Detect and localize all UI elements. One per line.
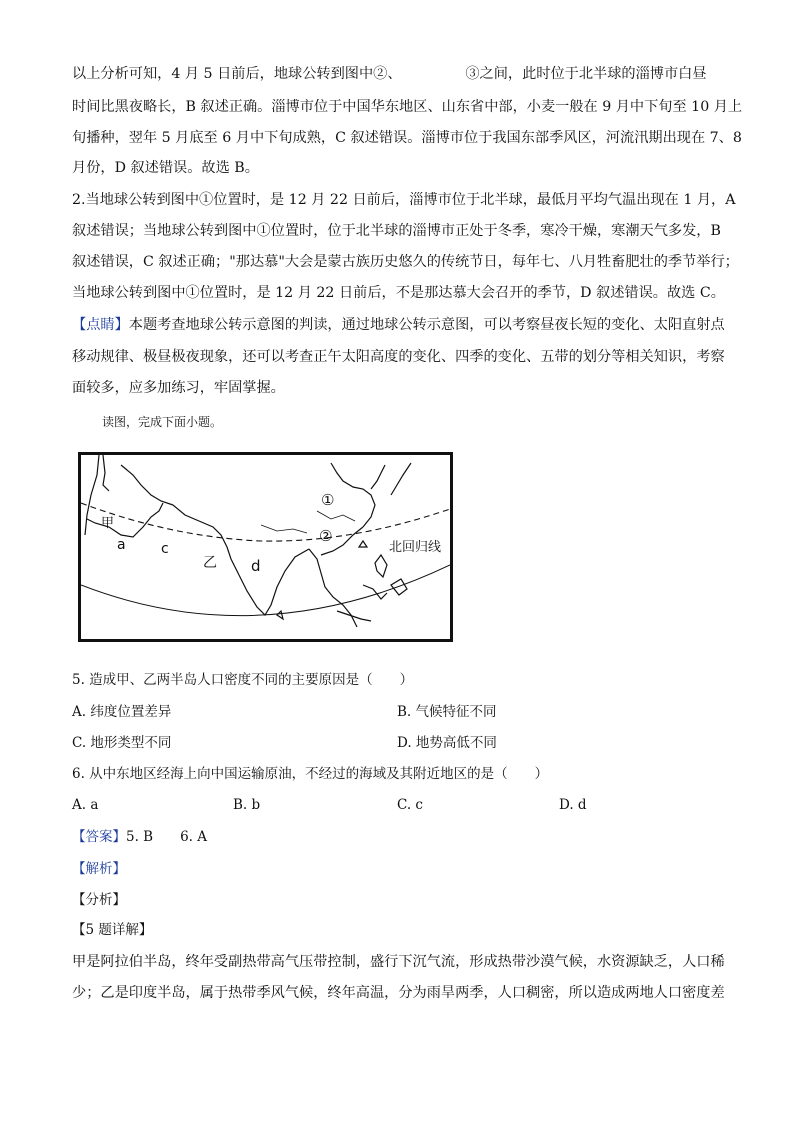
q5-detail-line1: 甲是阿拉伯半岛，终年受副热带高气压带控制，盛行下沉气流，形成热带沙漠气候，水资源缺乏，人口稀 (72, 954, 725, 970)
label-tropic: 北回归线 (389, 540, 442, 555)
q5-detail-tag: 【5 题详解】 (72, 922, 153, 938)
para2-line4: 当地球公转到图中①位置时，是 12 月 22 日前后，不是那达慕大会召开的季节，D 叙述错误。故选 C。 (72, 285, 725, 301)
comment-line2: 移动规律、极昼极夜现象，还可以考查正午太阳高度的变化、四季的变化、五带的划分等相关知识，考察 (72, 349, 725, 365)
tropic-of-cancer-line (81, 503, 450, 541)
para2-line1: 2.当地球公转到图中①位置时，是 12 月 22 日前后，淄博市位于北半球，最低月平均气温出现在 1 月，A (72, 192, 736, 208)
para1-line3: 旬播种，翌年 5 月底至 6 月中下旬成熟，C 叙述错误。淄博市位于我国东部季风区，河流汛期出现在 7、8 (72, 130, 742, 146)
label-position-1: ① (321, 491, 335, 509)
q5-option-d: D. 地势高低不同 (397, 735, 497, 751)
q5-option-a: A. 纬度位置差异 (72, 704, 172, 720)
q5-stem: 5. 造成甲、乙两半岛人口密度不同的主要原因是（ ） (72, 672, 414, 688)
asia-map (78, 452, 453, 642)
label-jia: 甲 (101, 516, 115, 531)
coastlines (85, 455, 411, 627)
q6-option-a: A. a (72, 797, 99, 813)
q5-option-c: C. 地形类型不同 (72, 735, 172, 751)
label-a: a (117, 537, 126, 553)
answer-text: 5. B 6. A (126, 829, 208, 845)
comment-text-1: 本题考查地球公转示意图的判读，通过地球公转示意图，可以考察昼夜长短的变化、太阳直射点 (128, 317, 725, 333)
comment-line3: 面较多，应多加练习，牢固掌握。 (72, 380, 285, 396)
analysis-tag: 【解析】 (72, 861, 126, 877)
q6-option-d: D. d (559, 797, 587, 813)
map-svg (81, 455, 450, 639)
comment-line1 (72, 315, 725, 335)
label-yi: 乙 (203, 555, 217, 571)
answer-line (72, 827, 207, 847)
comment-tag: 【点睛】 (72, 317, 129, 333)
label-d: d (251, 557, 261, 575)
fenxi-tag: 【分析】 (72, 892, 126, 908)
q5-detail-line2: 少；乙是印度半岛，属于热带季风气候，终年高温，分为雨旱两季，人口稠密，所以造成两地人口密度差 (72, 985, 725, 1001)
para1-line1: 以上分析可知，4 月 5 日前后，地球公转到图中②、 ③之间，此时位于北半球的淄博市白昼 (72, 66, 707, 82)
answer-tag: 【答案】 (72, 829, 126, 845)
instruction: 读图，完成下面小题。 (102, 415, 223, 429)
para2-line3: 叙述错误，C 叙述正确；"那达慕"大会是蒙古族历史悠久的传统节日，每年七、八月牲畜肥壮的季节举行； (72, 254, 739, 270)
q6-stem: 6. 从中东地区经海上向中国运输原油，不经过的海域及其附近地区的是（ ） (72, 766, 549, 782)
q5-option-b: B. 气候特征不同 (397, 704, 497, 720)
q6-option-c: C. c (397, 797, 423, 813)
q6-option-b: B. b (233, 797, 261, 813)
para1-line2: 时间比黑夜略长，B 叙述正确。淄博市位于中国华东地区、山东省中部，小麦一般在 9 月中下旬至 10 月上 (72, 99, 743, 115)
para1-line4: 月份，D 叙述错误。故选 B。 (72, 160, 259, 176)
label-position-2: ② (319, 527, 333, 545)
para2-line2: 叙述错误；当地球公转到图中①位置时，位于北半球的淄博市正处于冬季，寒冷干燥，寒潮天气多发，B (72, 223, 721, 239)
label-c: c (161, 541, 169, 557)
